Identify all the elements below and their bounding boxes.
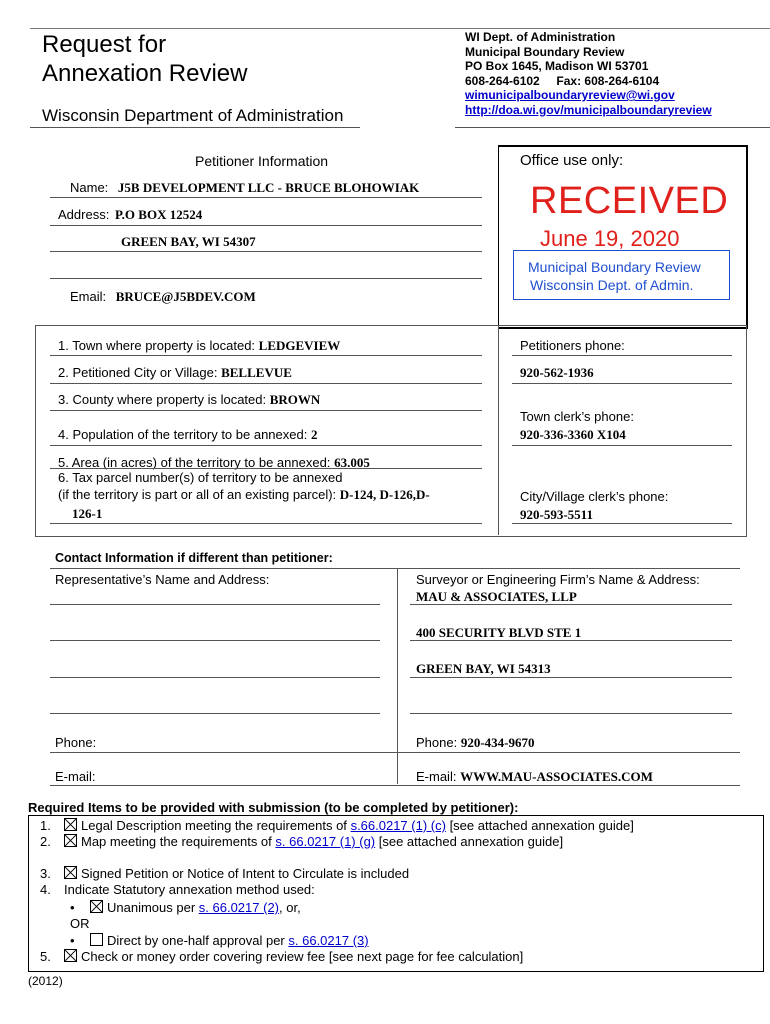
required-item-3: [40, 866, 409, 882]
name-value[interactable]: J5B DEVELOPMENT LLC - BRUCE BLOHOWIAK: [117, 180, 420, 195]
office-phones: 608-264-6102 Fax: 608-264-6104: [465, 73, 660, 88]
surveyor-phone-row: [416, 735, 535, 751]
surveyor-phone-value[interactable]: 920-434-9670: [460, 735, 535, 750]
required-item-5: [40, 949, 523, 965]
item1-suffix: [see attached annexation guide]: [449, 818, 634, 833]
bullet-b: •: [70, 933, 75, 948]
rep-name-label: Representative’s Name and Address:: [55, 572, 270, 587]
item3-number: 3.: [40, 866, 51, 881]
item2-number: 2.: [40, 834, 51, 849]
or-text: OR: [70, 916, 90, 931]
rep-phone-label: Phone:: [55, 735, 97, 750]
email-label: Email:: [70, 289, 107, 304]
surveyor-line1[interactable]: MAU & ASSOCIATES, LLP: [416, 589, 577, 604]
option-unanimous: [70, 900, 301, 916]
item1-number: 1.: [40, 818, 51, 833]
rep-email-label: E-mail:: [55, 769, 96, 784]
title-line-2: Annexation Review: [42, 60, 248, 87]
stamp-line2: Wisconsin Dept. of Admin.: [530, 277, 694, 293]
office-address: PO Box 1645, Madison WI 53701: [465, 59, 649, 73]
surveyor-line3[interactable]: GREEN BAY, WI 54313: [416, 661, 551, 676]
item2-statute-link[interactable]: s. 66.0217 (1) (g): [275, 834, 376, 849]
address-line2-value[interactable]: GREEN BAY, WI 54307: [121, 234, 256, 249]
office-url-link[interactable]: http://doa.wi.gov/municipalboundaryreview: [465, 102, 712, 117]
petitioner-address-row: [58, 207, 202, 223]
petitioner-name-row: [70, 180, 419, 196]
office-email-link[interactable]: wimunicipalboundaryreview@wi.gov: [465, 88, 675, 102]
q4-row: [58, 427, 317, 443]
opt-b-text: Direct by one-half approval per: [107, 933, 285, 948]
town-clerk-phone-label: Town clerk’s phone:: [520, 409, 634, 424]
required-item-1: [40, 818, 634, 834]
city-clerk-phone-value[interactable]: 920-593-5511: [520, 507, 593, 522]
bullet-a: •: [70, 900, 75, 915]
q4-value[interactable]: 2: [310, 427, 318, 442]
q1-label: 1. Town where property is located:: [58, 338, 256, 353]
stamp-received: RECEIVED: [530, 180, 729, 222]
item4-number: 4.: [40, 882, 51, 897]
item5-number: 5.: [40, 949, 51, 964]
q6-label-line1: 6. Tax parcel number(s) of territory to be annexed: [58, 470, 343, 485]
office-dept: Municipal Boundary Review: [465, 44, 625, 59]
town-clerk-phone-value[interactable]: 920-336-3360 X104: [520, 427, 626, 442]
office-use-label: Office use only:: [520, 152, 624, 169]
required-item-2: [40, 834, 563, 850]
q5-label: 5. Area (in acres) of the territory to be annexed:: [58, 455, 331, 470]
item1-checkbox[interactable]: [64, 818, 77, 831]
stamp-line1: Municipal Boundary Review: [528, 259, 701, 275]
q6-value-part1[interactable]: D-124, D-126,D-: [339, 487, 430, 502]
item5-checkbox[interactable]: [64, 949, 77, 962]
q6-value-part2[interactable]: 126-1: [72, 506, 103, 521]
surveyor-name-label: Surveyor or Engineering Firm’s Name & Address:: [416, 572, 700, 587]
q2-row: [58, 365, 292, 381]
petitioner-section-title: Petitioner Information: [195, 153, 329, 169]
petitioner-email-row: [70, 289, 256, 305]
form-year: (2012): [28, 974, 63, 988]
q3-row: [58, 392, 320, 408]
stamp-border: [513, 250, 730, 300]
option-one-half: [70, 933, 369, 949]
page-title: [42, 30, 247, 88]
surveyor-phone-label: Phone:: [416, 735, 458, 750]
title-line-1: Request for: [42, 31, 167, 58]
page-subtitle: Wisconsin Department of Administration: [42, 106, 344, 125]
q1-value[interactable]: LEDGEVIEW: [258, 338, 341, 353]
opt-b-statute-link[interactable]: s. 66.0217 (3): [288, 933, 369, 948]
address-line1-value[interactable]: P.O BOX 12524: [114, 207, 203, 222]
opt-a-text: Unanimous per: [107, 900, 196, 915]
q3-label: 3. County where property is located:: [58, 392, 267, 407]
office-address-block: [465, 30, 712, 117]
contact-section-title: Contact Information if different than petitioner:: [55, 551, 333, 565]
item5-text: Check or money order covering review fee [see next page for fee calculation]: [81, 949, 524, 964]
q6-label-line2: (if the territory is part or all of an existing parcel):: [58, 487, 337, 502]
surveyor-email-value[interactable]: WWW.MAU-ASSOCIATES.COM: [460, 769, 653, 784]
surveyor-email-label: E-mail:: [416, 769, 457, 784]
item2-text: Map meeting the requirements of: [81, 834, 272, 849]
petitioner-phone-label: Petitioners phone:: [520, 338, 625, 353]
q6-row: [58, 487, 430, 503]
item1-statute-link[interactable]: s.66.0217 (1) (c): [350, 818, 446, 833]
unanimous-checkbox[interactable]: [90, 900, 103, 913]
surveyor-email-row: [416, 769, 653, 785]
one-half-checkbox[interactable]: [90, 933, 103, 946]
city-clerk-phone-label: City/Village clerk’s phone:: [520, 489, 669, 504]
petitioner-phone-value[interactable]: 920-562-1936: [520, 365, 594, 380]
email-value[interactable]: BRUCE@J5BDEV.COM: [115, 289, 256, 304]
q4-label: 4. Population of the territory to be annexed:: [58, 427, 308, 442]
stamp-date: June 19, 2020: [540, 226, 680, 251]
item2-checkbox[interactable]: [64, 834, 77, 847]
q3-value[interactable]: BROWN: [269, 392, 321, 407]
q5-value[interactable]: 63.005: [334, 455, 370, 470]
item1-text: Legal Description meeting the requirements of: [81, 818, 347, 833]
item2-suffix: [see attached annexation guide]: [378, 834, 564, 849]
office-name: WI Dept. of Administration: [465, 30, 616, 44]
address-label: Address:: [58, 207, 110, 222]
q2-label: 2. Petitioned City or Village:: [58, 365, 218, 380]
opt-a-statute-link[interactable]: s. 66.0217 (2): [198, 900, 279, 915]
opt-a-suffix: , or,: [279, 900, 301, 915]
item3-text: Signed Petition or Notice of Intent to Circulate is included: [81, 866, 410, 881]
item4-text: Indicate Statutory annexation method used:: [64, 882, 315, 897]
surveyor-line2[interactable]: 400 SECURITY BLVD STE 1: [416, 625, 582, 640]
required-items-title: Required Items to be provided with submission (to be completed by petitioner):: [28, 800, 519, 815]
item3-checkbox[interactable]: [64, 866, 77, 879]
name-label: Name:: [70, 180, 109, 195]
q1-row: [58, 338, 340, 354]
q2-value[interactable]: BELLEVUE: [221, 365, 292, 380]
required-item-4: [40, 882, 315, 898]
